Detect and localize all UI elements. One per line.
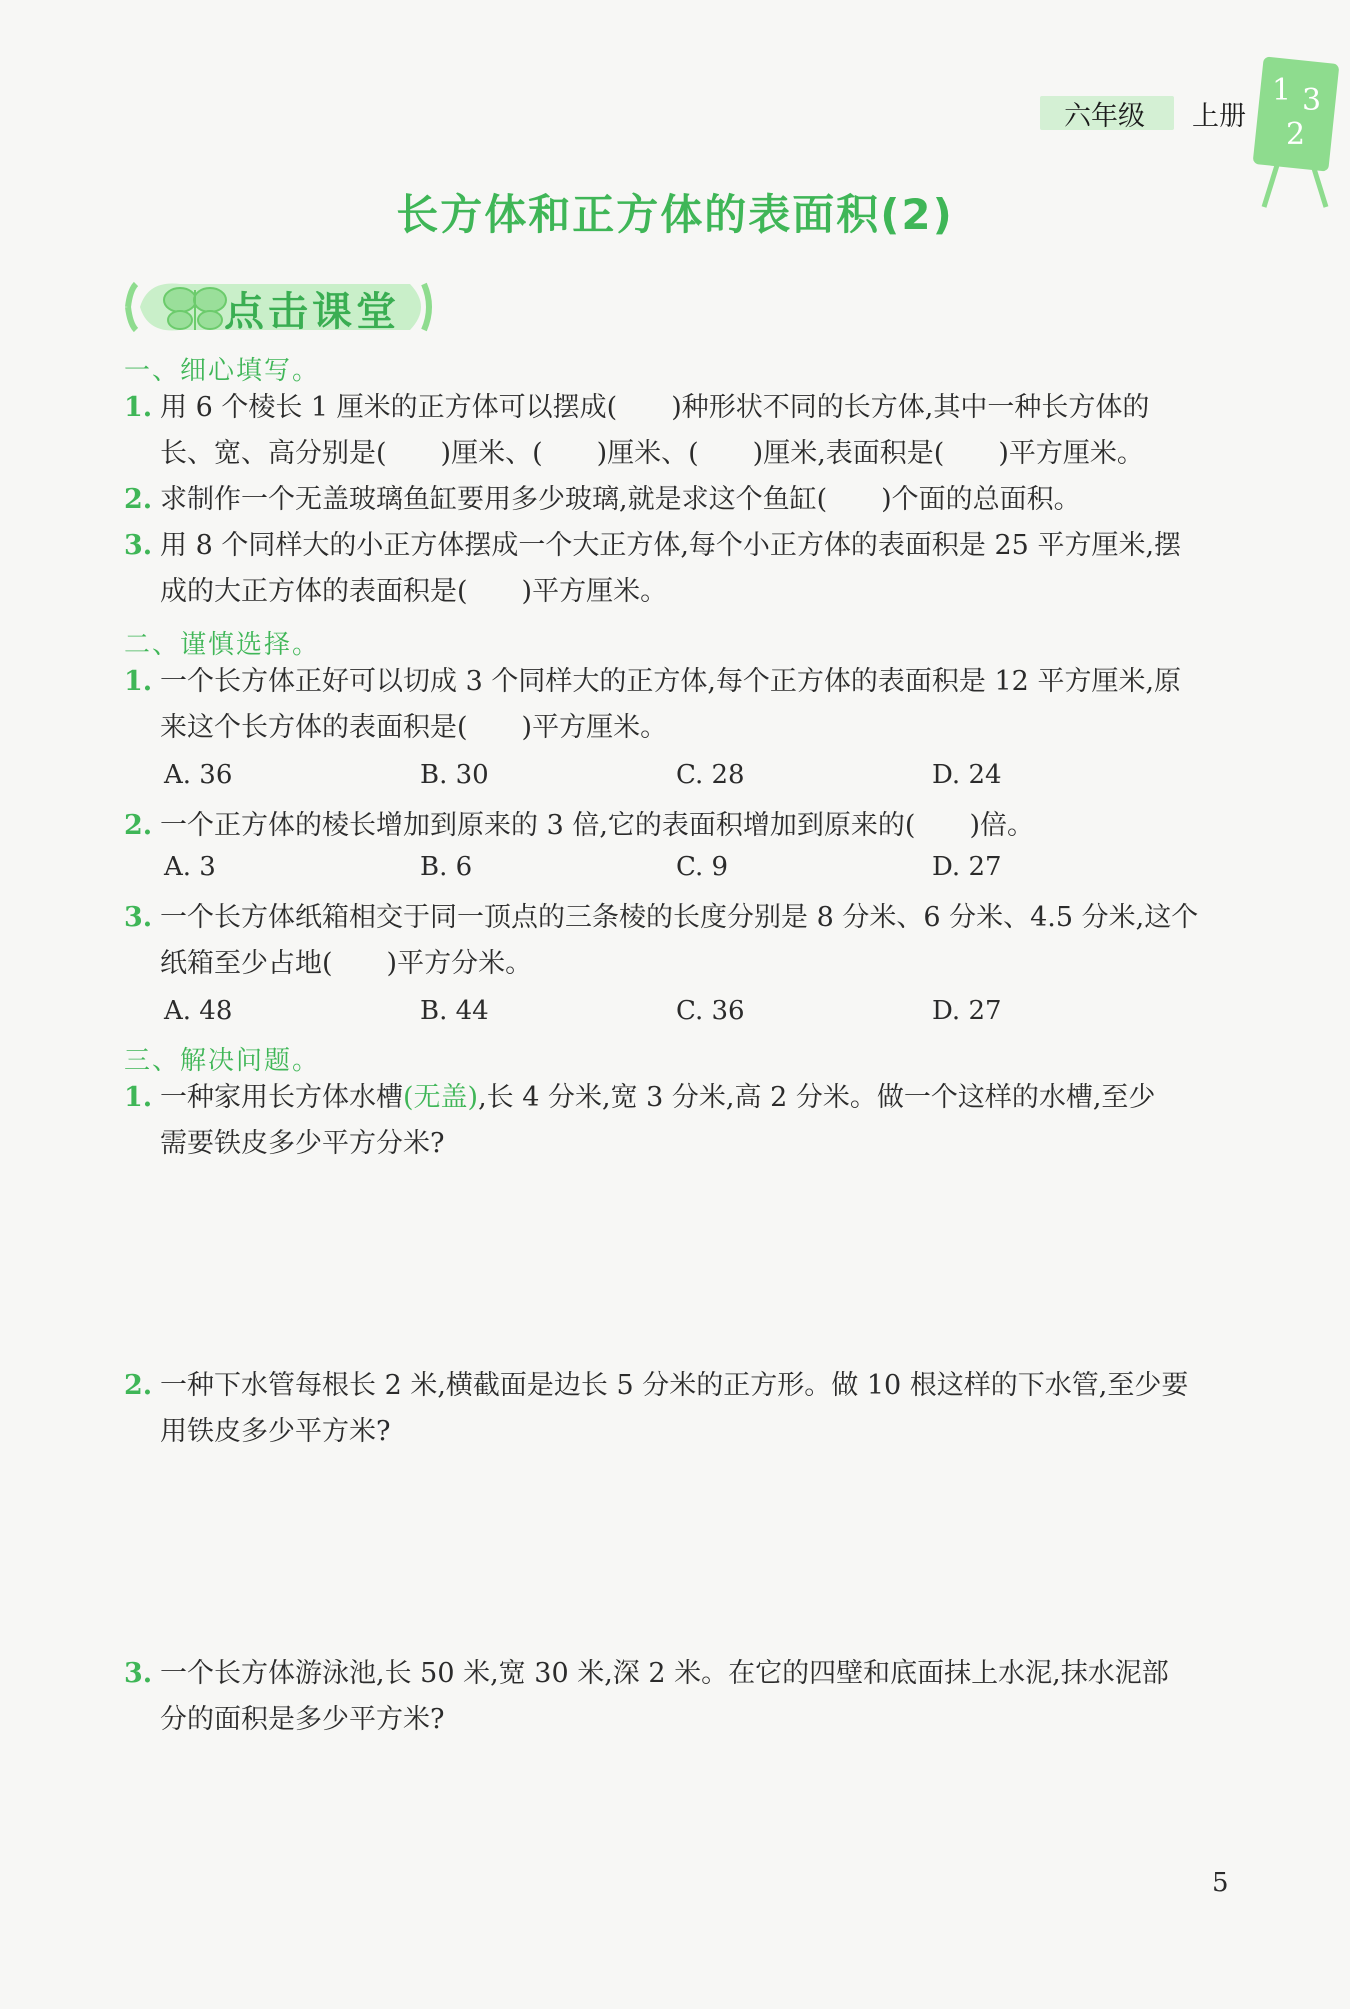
board-digit-1: 1 bbox=[1272, 73, 1292, 108]
question-text: 一种下水管每根长 2 米,横截面是边长 5 分米的正方形。做 10 根这样的下水管,至少要 bbox=[160, 1370, 1189, 1401]
question-text: 一个正方体的棱长增加到原来的 3 倍,它的表面积增加到原来的( )倍。 bbox=[160, 810, 1034, 841]
problem-3-cont: 分的面积是多少平方米? bbox=[160, 1704, 445, 1735]
option-a: A. 3 bbox=[164, 852, 216, 882]
question-text: 一个长方体游泳池,长 50 米,宽 30 米,深 2 米。在它的四壁和底面抹上水泥,抹水泥部 bbox=[160, 1658, 1169, 1689]
section-heading-choice: 二、谨慎选择。 bbox=[124, 630, 321, 660]
choice-question-1-cont: 来这个长方体的表面积是( )平方厘米。 bbox=[160, 712, 668, 743]
choice-question-1 bbox=[124, 662, 1181, 702]
choice-question-2 bbox=[124, 806, 1034, 846]
option-d: D. 27 bbox=[932, 852, 1002, 882]
header bbox=[1040, 92, 1260, 136]
option-c: C. 9 bbox=[676, 852, 729, 882]
option-a: A. 36 bbox=[164, 760, 233, 790]
question-number: 3. bbox=[124, 1658, 153, 1689]
grade-label: 六年级 bbox=[1064, 101, 1145, 132]
board-digit-3: 3 bbox=[1302, 83, 1322, 118]
butterfly-icon bbox=[164, 288, 226, 330]
term-label: 上册 bbox=[1192, 101, 1246, 132]
question-text: 用 8 个同样大的小正方体摆成一个大正方体,每个小正方体的表面积是 25 平方厘米,摆 bbox=[160, 530, 1182, 561]
problem-2 bbox=[124, 1366, 1188, 1406]
question-text: 求制作一个无盖玻璃鱼缸要用多少玻璃,就是求这个鱼缸( )个面的总面积。 bbox=[160, 484, 1081, 515]
option-d: D. 27 bbox=[932, 996, 1002, 1026]
question-text: 一个长方体正好可以切成 3 个同样大的正方体,每个正方体的表面积是 12 平方厘米,原 bbox=[160, 666, 1182, 697]
question-number: 1. bbox=[124, 1082, 153, 1113]
fill-question-1-cont: 长、宽、高分别是( )厘米、( )厘米、( )厘米,表面积是( )平方厘米。 bbox=[160, 438, 1144, 469]
question-number: 3. bbox=[124, 530, 153, 561]
option-d: D. 24 bbox=[932, 760, 1002, 790]
fill-question-1 bbox=[124, 388, 1149, 428]
question-text: ,长 4 分米,宽 3 分米,高 2 分米。做一个这样的水槽,至少 bbox=[478, 1082, 1156, 1113]
page-title: 长方体和正方体的表面积(2) bbox=[396, 190, 954, 239]
no-lid-note: (无盖) bbox=[403, 1082, 479, 1113]
choice-question-3-cont: 纸箱至少占地( )平方分米。 bbox=[160, 948, 533, 979]
section-banner bbox=[120, 272, 440, 342]
option-c: C. 36 bbox=[676, 996, 745, 1026]
problem-1-cont: 需要铁皮多少平方分米? bbox=[160, 1128, 445, 1159]
question-text: 一个长方体纸箱相交于同一顶点的三条棱的长度分别是 8 分米、6 分米、4.5 分米,这个 bbox=[160, 902, 1199, 933]
choice-question-3 bbox=[124, 898, 1198, 938]
question-number: 2. bbox=[124, 484, 153, 515]
question-number: 1. bbox=[124, 666, 153, 697]
section-heading-fill: 一、细心填写。 bbox=[124, 356, 321, 386]
problem-3 bbox=[124, 1654, 1169, 1694]
option-b: B. 44 bbox=[420, 996, 489, 1026]
question-number: 2. bbox=[124, 810, 153, 841]
fill-question-3 bbox=[124, 526, 1181, 566]
page-number: 5 bbox=[1212, 1868, 1229, 1898]
fill-question-3-cont: 成的大正方体的表面积是( )平方厘米。 bbox=[160, 576, 668, 607]
question-number: 2. bbox=[124, 1370, 153, 1401]
option-b: B. 30 bbox=[420, 760, 489, 790]
problem-1 bbox=[124, 1078, 1155, 1118]
board-digit-2: 2 bbox=[1286, 117, 1306, 152]
question-text: 用 6 个棱长 1 厘米的正方体可以摆成( )种形状不同的长方体,其中一种长方体的 bbox=[160, 392, 1150, 423]
question-text: 一种家用长方体水槽 bbox=[160, 1082, 403, 1113]
fill-question-2 bbox=[124, 480, 1081, 520]
question-number: 1. bbox=[124, 392, 153, 423]
problem-2-cont: 用铁皮多少平方米? bbox=[160, 1416, 391, 1447]
option-b: B. 6 bbox=[420, 852, 473, 882]
section-heading-problems: 三、解决问题。 bbox=[124, 1046, 321, 1076]
option-a: A. 48 bbox=[164, 996, 233, 1026]
banner-title: 点击课堂 bbox=[224, 289, 400, 335]
question-number: 3. bbox=[124, 902, 153, 933]
option-c: C. 28 bbox=[676, 760, 745, 790]
